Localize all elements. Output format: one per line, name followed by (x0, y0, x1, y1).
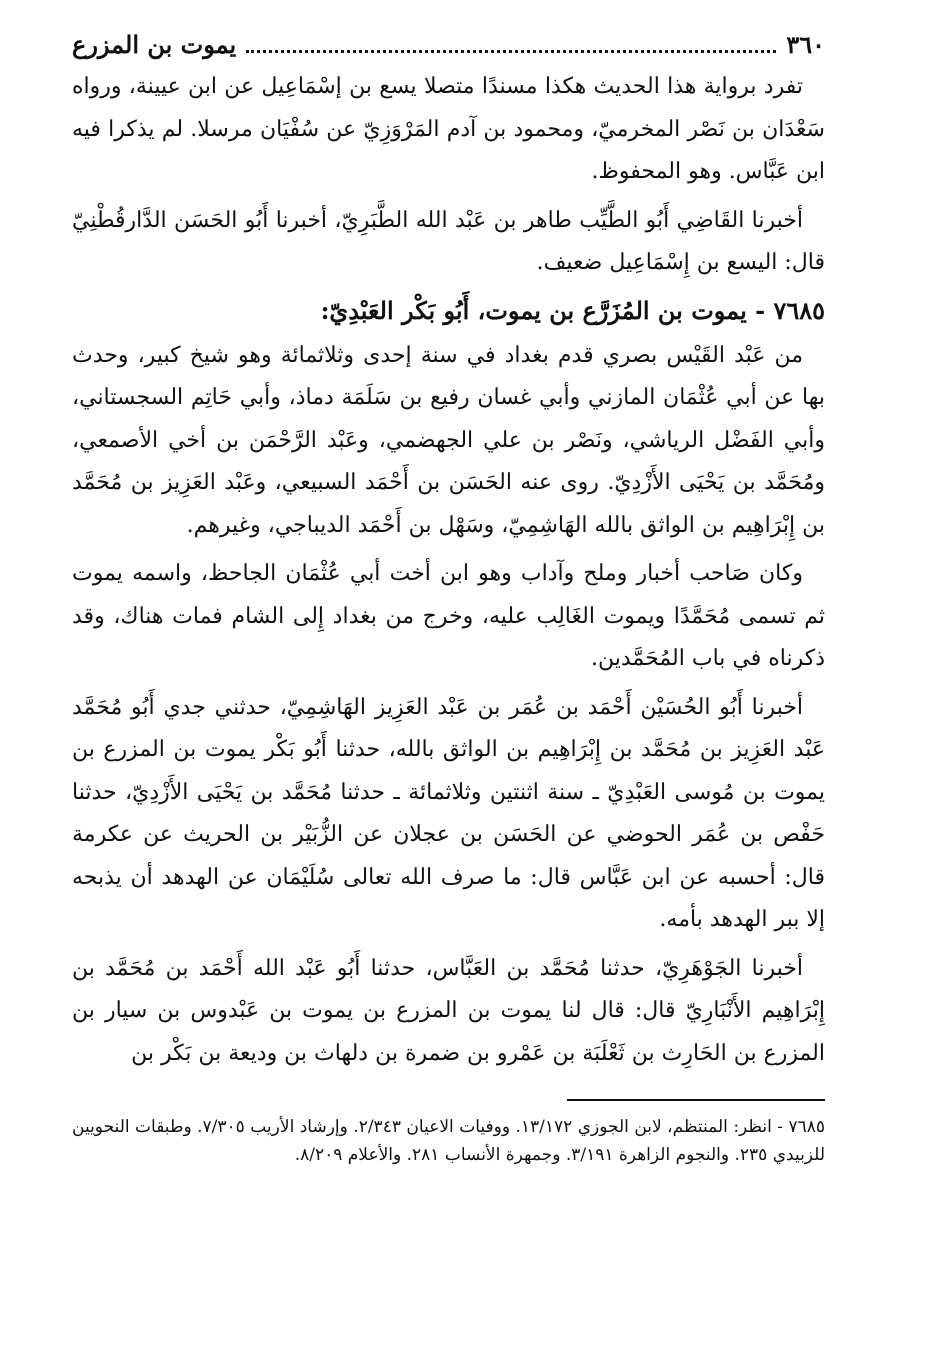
paragraph-biography-2: وكان صَاحب أخبار وملح وآداب وهو ابن أخت أبي عُثْمَان الجاحظ، واسمه يموت ثم تسمى مُحَمَّدًا ويموت الغَالِب عليه، وخرج من بغداد إِلى الشام فمات هناك، وقد ذكرناه في باب المُحَمَّدين. (72, 561, 825, 671)
paragraph-biography: من عَبْد القَيْس بصري قدم بغداد في سنة إحدى وثلاثمائة وهو شيخ كبير، وحدث بها عن أبي عُثْمَان المازني وأبي غسان رفيع بن سَلَمَة دماذ، وأبي حَاتِم السجستاني، وأبي الفَضْل الرياشي، ونَصْر بن علي الجهضمي، وعَبْد الرَّحْمَن بن أخي الأصمعي، ومُحَمَّد بن يَحْيَى الأَزْدِيّ. روى عنه الحَسَن بن أَحْمَد السبيعي، وعَبْد العَزِيز بن مُحَمَّد بن إِبْرَاهِيم بن الواثق بالله الهَاشِمِيّ، وسَهْل بن أَحْمَد الديباجي، وغيرهم. (72, 342, 825, 538)
running-title: يموت بن المزرع (72, 30, 237, 59)
paragraph-hadith-note: تفرد برواية هذا الحديث هكذا مسندًا متصلا يسع بن إسْمَاعِيل عن ابن عيينة، ورواه سَعْدَان بن نَصْر المخرميّ، ومحمود بن آدم المَرْوَزِيّ عن سُفْيَان مرسلا. لم يذكرا فيه ابن عَبَّاس. وهو المحفوظ. (72, 74, 825, 184)
dotted-leader (246, 50, 776, 53)
paragraph-daraqutni-note: أخبرنا القَاضِي أَبُو الطَّيِّب طاهر بن عَبْد الله الطَّبَرِيّ، أخبرنا أَبُو الحَسَن الدَّارقُطْنِيّ قال: اليسع بن إِسْمَاعِيل ضعيف. (72, 207, 825, 275)
paragraph-isnad-2: أخبرنا الجَوْهَرِيّ، حدثنا مُحَمَّد بن العَبَّاس، حدثنا أَبُو عَبْد الله أَحْمَد بن مُحَمَّد بن إِبْرَاهِيم الأَنْبَارِيّ قال: قال لنا يموت بن المزرع بن يموت بن عَبْدوس بن سيار بن المزرع بن الحَارِث بن ثَعْلَبَة بن عَمْرو بن ضمرة بن دلهاث بن وديعة بن بَكْر بن (72, 955, 825, 1066)
entry-title: ٧٦٨٥ - يموت بن المُزَرَّع بن يموت، أَبُو بَكْر العَبْدِيّ: (320, 295, 825, 325)
footnote-separator (567, 1099, 825, 1101)
page-header (72, 28, 825, 66)
paragraph-isnad-1: أخبرنا أَبُو الحُسَيْن أَحْمَد بن عُمَر بن عَبْد العَزِيز الهَاشِمِيّ، حدثني جدي أَبُو مُحَمَّد عَبْد العَزِيز بن مُحَمَّد بن إِبْرَاهِيم بن الواثق بالله، حدثنا أَبُو بَكْر يموت بن المزرع بن يموت بن مُوسى العَبْدِيّ ـ سنة اثنتين وثلاثمائة ـ حدثنا مُحَمَّد بن يَحْيَى الأَزْدِيّ، حدثنا حَفْص بن عُمَر الحوضي عن الحَسَن بن عجلان عن الزُّبَيْر بن الحريث عن عكرمة قال: أحسبه عن ابن عَبَّاس قال: ما صرف الله تعالى سُلَيْمَان عن الهدهد أن يذبحه إلا ببر الهدهد بأمه. (72, 694, 825, 932)
page-number: ٣٦٠ (786, 30, 825, 59)
footnote: ٧٦٨٥ - انظر: المنتظم، لابن الجوزي ١٣/١٧٢. ووفيات الاعيان ٢/٣٤٣. وإرشاد الأريب ٧/٣٠٥. وطبقات النحويين للزبيدي ٢٣٥. والنجوم الزاهرة ٣/١٩١. وجمهرة الأنساب ٢٨١. والأعلام ٨/٢٠٩. (72, 1117, 825, 1165)
